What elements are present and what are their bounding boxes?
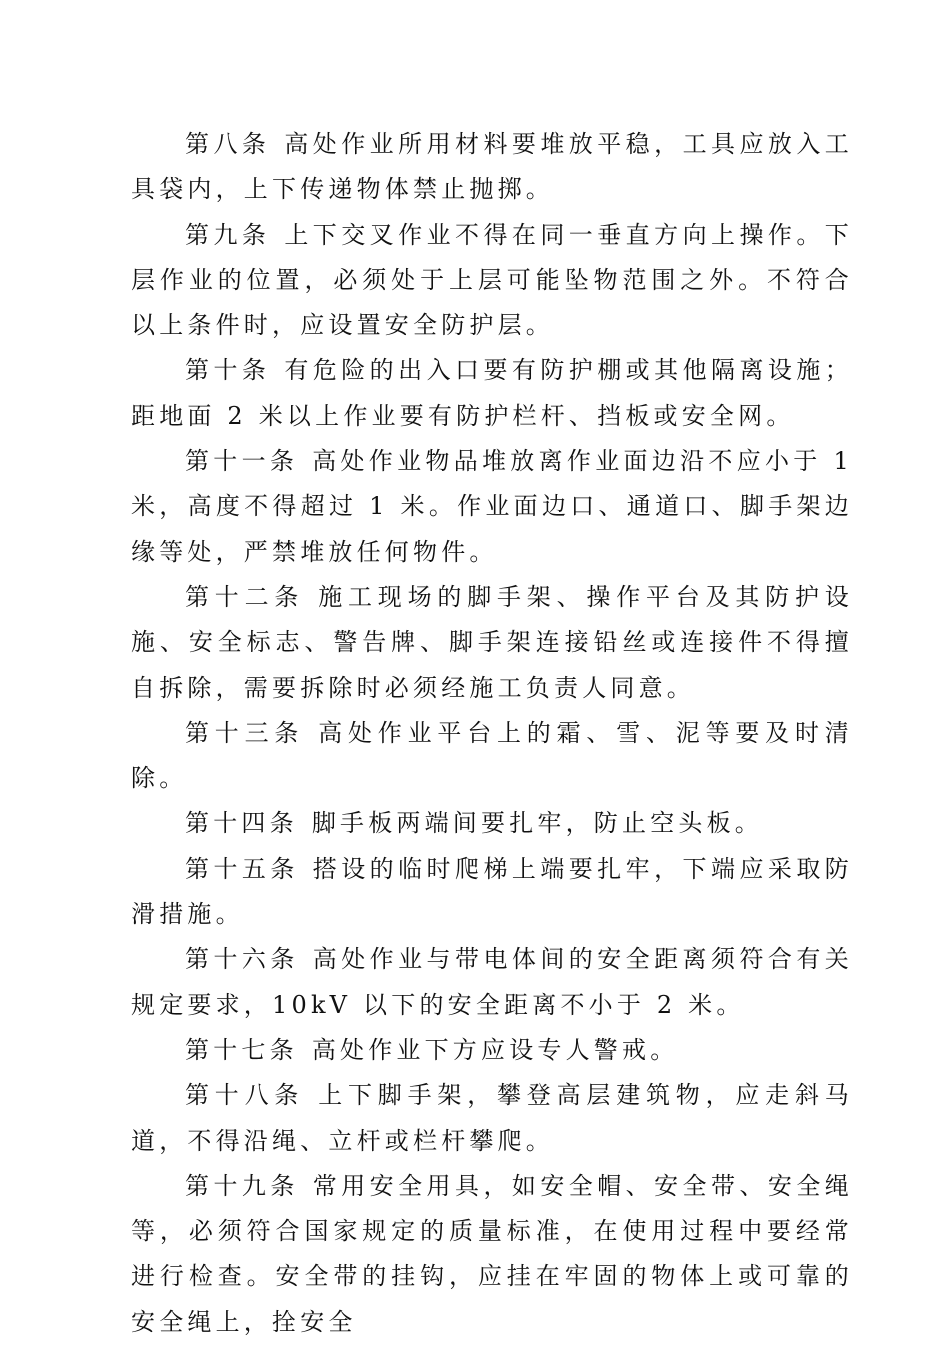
article-number: 第十八条 <box>185 1081 305 1110</box>
article-14-paragraph <box>131 801 853 846</box>
article-text: 上下交叉作业不得在同一垂直方向上操作。下层作业的位置，必须处于上层可能坠物范围之外。不符合以上条件时，应设置安全防护层。 <box>131 220 853 340</box>
article-11-paragraph <box>131 439 853 575</box>
article-text: 高处作业平台上的霜、雪、泥等要及时清除。 <box>131 718 853 793</box>
article-12-paragraph <box>131 575 853 711</box>
article-17-paragraph <box>131 1028 853 1073</box>
article-text: 有危险的出入口要有防护棚或其他隔离设施；距地面 2 米以上作业要有防护栏杆、挡板或安全网。 <box>131 356 853 430</box>
article-text: 搭设的临时爬梯上端要扎牢，下端应采取防滑措施。 <box>131 854 853 929</box>
article-number: 第十二条 <box>185 582 305 611</box>
article-text: 高处作业下方应设专人警戒。 <box>311 1035 679 1064</box>
article-18-paragraph <box>131 1073 853 1164</box>
article-text: 上下脚手架，攀登高层建筑物，应走斜马道，不得沿绳、立杆或栏杆攀爬。 <box>131 1081 853 1155</box>
article-16-paragraph <box>131 937 853 1028</box>
article-number: 第十七条 <box>185 1035 298 1064</box>
article-number: 第十六条 <box>185 945 299 974</box>
article-19-paragraph <box>131 1164 853 1345</box>
article-number: 第八条 <box>185 130 271 158</box>
article-text: 脚手板两端间要扎牢，防止空头板。 <box>311 809 764 838</box>
article-13-paragraph <box>131 711 853 802</box>
article-10-paragraph <box>131 348 853 439</box>
article-text: 高处作业物品堆放离作业面边沿不应小于 1 米，高度不得超过 1 米。作业面边口、通道口、脚手架边缘等处，严禁堆放任何物件。 <box>131 447 853 566</box>
article-number: 第十一条 <box>185 447 299 476</box>
article-number: 第十四条 <box>185 809 298 838</box>
article-9-paragraph <box>131 213 853 349</box>
article-text: 高处作业与带电体间的安全距离须符合有关规定要求，10kV 以下的安全距离不小于 2 米。 <box>131 945 853 1019</box>
document-body <box>131 122 853 1345</box>
article-number: 第九条 <box>185 220 271 249</box>
article-15-paragraph <box>131 847 853 938</box>
article-8-paragraph <box>131 122 853 213</box>
article-number: 第十三条 <box>185 718 305 747</box>
article-text: 常用安全用具，如安全帽、安全带、安全绳等，必须符合国家规定的质量标准，在使用过程中要经常进行检查。安全带的挂钩，应挂在牢固的物体上或可靠的安全绳上，拴安全 <box>131 1171 853 1336</box>
article-number: 第十五条 <box>185 854 299 883</box>
article-text: 高处作业所用材料要堆放平稳，工具应放入工具袋内，上下传递物体禁止抛掷。 <box>131 130 853 204</box>
article-text: 施工现场的脚手架、操作平台及其防护设施、安全标志、警告牌、脚手架连接铅丝或连接件不得擅自拆除，需要拆除时必须经施工负责人同意。 <box>131 582 853 702</box>
article-number: 第十九条 <box>185 1171 299 1200</box>
article-number: 第十条 <box>185 356 271 385</box>
